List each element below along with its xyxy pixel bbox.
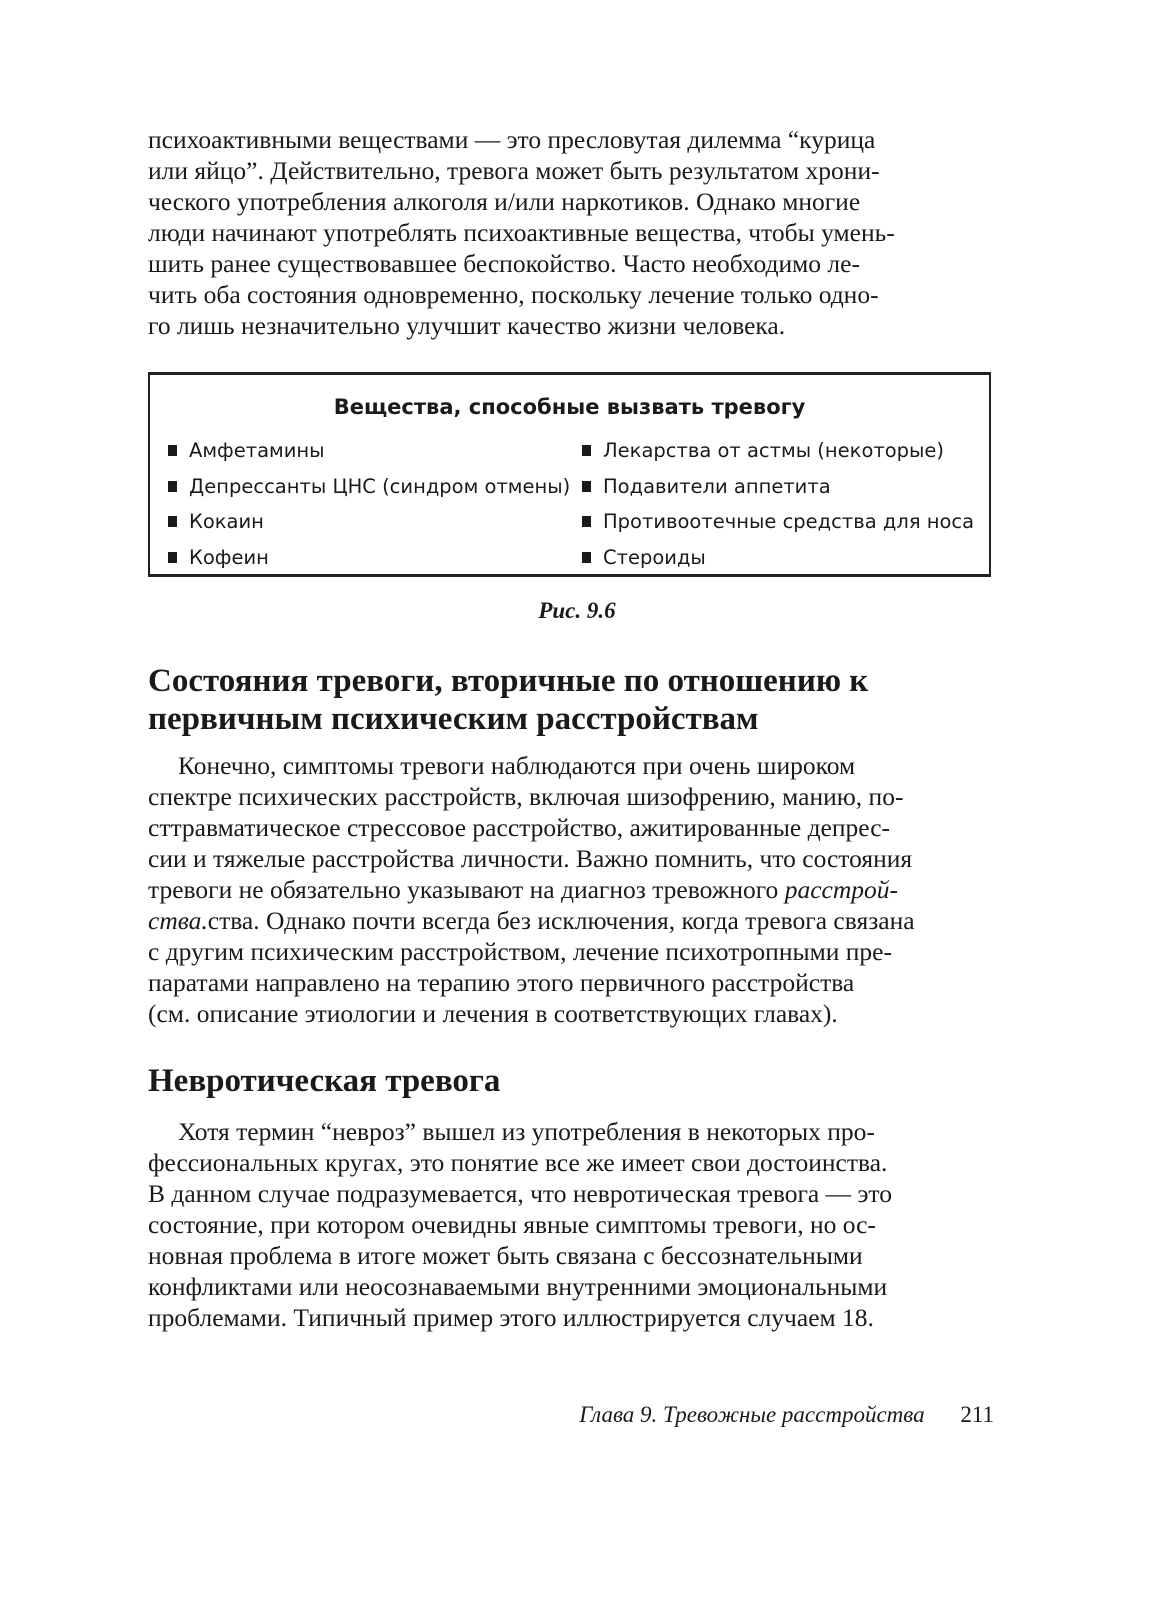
- italic-term: расстрой-: [784, 875, 898, 904]
- list-item-label: Депрессанты ЦНС (синдром отмены): [189, 474, 571, 498]
- bullet-icon: [168, 445, 177, 456]
- text-line: сии и тяжелые расстройства личности. Важно помнить, что состояния: [148, 844, 913, 873]
- list-item: [168, 504, 570, 540]
- text-line: [148, 905, 994, 936]
- list-item: [582, 504, 974, 540]
- page-number: 211: [960, 1402, 994, 1427]
- text-line: новная проблема в итоге может быть связана с бессознательными: [148, 1241, 863, 1270]
- figure-caption: Рис. 9.6: [538, 598, 616, 623]
- figure-list-left: [168, 433, 570, 575]
- text-line: ческого употребления алкоголя и/или наркотиков. Однако многие: [148, 187, 861, 216]
- list-item: [582, 469, 974, 505]
- bullet-icon: [582, 552, 591, 563]
- bullet-icon: [582, 481, 591, 492]
- figure-title: Вещества, способные вызвать тревогу: [333, 395, 806, 419]
- list-item-label: Амфетамины: [189, 439, 325, 463]
- list-item: [168, 540, 570, 576]
- list-item-label: Противоотечные средства для носа: [603, 510, 975, 534]
- list-item-label: Стероиды: [603, 545, 706, 569]
- list-item-label: Кофеин: [189, 545, 269, 569]
- figure-box: [148, 372, 991, 577]
- paragraph-intro: [148, 124, 994, 341]
- text-line: чить оба состояния одновременно, поскольку лечение только одно-: [148, 280, 879, 309]
- text-line: Конечно, симптомы тревоги наблюдаются при очень широком: [178, 751, 856, 780]
- text-line: психоактивными веществами — это пресловутая дилемма “курица: [148, 125, 876, 154]
- text-line: люди начинают употреблять психоактивные вещества, чтобы умень-: [148, 218, 895, 247]
- bullet-icon: [582, 445, 591, 456]
- text-line: или яйцо”. Действительно, тревога может быть результатом хрони-: [148, 156, 880, 185]
- list-item-label: Кокаин: [189, 510, 264, 534]
- text-line: конфликтами или неосознаваемыми внутренними эмоциональными: [148, 1272, 888, 1301]
- text-line: сттравматическое стрессовое расстройство, ажитированные депрес-: [148, 813, 891, 842]
- bullet-icon: [168, 552, 177, 563]
- paragraph-text: [148, 750, 994, 1029]
- section-heading: Состояния тревоги, вторичные по отношению к первичным психическим расстройствам: [148, 663, 869, 737]
- text-line: проблемами. Типичный пример этого иллюстрируется случаем 18.: [148, 1303, 874, 1332]
- list-item-label: Подавители аппетита: [603, 474, 831, 498]
- text-line: [148, 874, 994, 905]
- paragraph-text: [148, 1116, 994, 1333]
- page-footer: [579, 1402, 994, 1428]
- text-line: го лишь незначительно улучшит качество жизни человека.: [148, 311, 786, 340]
- italic-term: ства.: [148, 906, 208, 935]
- list-item: [168, 469, 570, 505]
- text-line: (см. описание этиологии и лечения в соответствующих главах).: [148, 999, 838, 1028]
- list-item: [582, 540, 974, 576]
- list-item-label: Лекарства от астмы (некоторые): [603, 439, 945, 463]
- text-line: спектре психических расстройств, включая шизофрению, манию, по-: [148, 782, 904, 811]
- paragraph-neurotic: [148, 1116, 994, 1333]
- paragraph-secondary: [148, 750, 994, 1029]
- text-line: шить ранее существовавшее беспокойство. Часто необходимо ле-: [148, 249, 860, 278]
- paragraph-text: [148, 124, 994, 341]
- text-line: В данном случае подразумевается, что невротическая тревога — это: [148, 1179, 892, 1208]
- text-line: фессиональных кругах, это понятие все же имеет свои достоинства.: [148, 1148, 888, 1177]
- bullet-icon: [168, 516, 177, 527]
- figure-list-right: [582, 433, 974, 575]
- list-item: [168, 433, 570, 469]
- bullet-icon: [582, 516, 591, 527]
- text-line: с другим психическим расстройством, лечение психотропными пре-: [148, 937, 892, 966]
- running-footer-chapter: Глава 9. Тревожные расстройства: [579, 1402, 925, 1427]
- list-item: [582, 433, 974, 469]
- text-segment: тревоги не обязательно указывают на диагноз тревожного: [148, 875, 785, 904]
- section-heading: Невротическая тревога: [148, 1063, 501, 1099]
- text-line: Хотя термин “невроз” вышел из употребления в некоторых про-: [178, 1117, 875, 1146]
- text-segment: ства. Однако почти всегда без исключения, когда тревога связана: [207, 906, 915, 935]
- text-line: паратами направлено на терапию этого первичного расстройства: [148, 968, 855, 997]
- bullet-icon: [168, 481, 177, 492]
- text-line: состояние, при котором очевидны явные симптомы тревоги, но ос-: [148, 1210, 876, 1239]
